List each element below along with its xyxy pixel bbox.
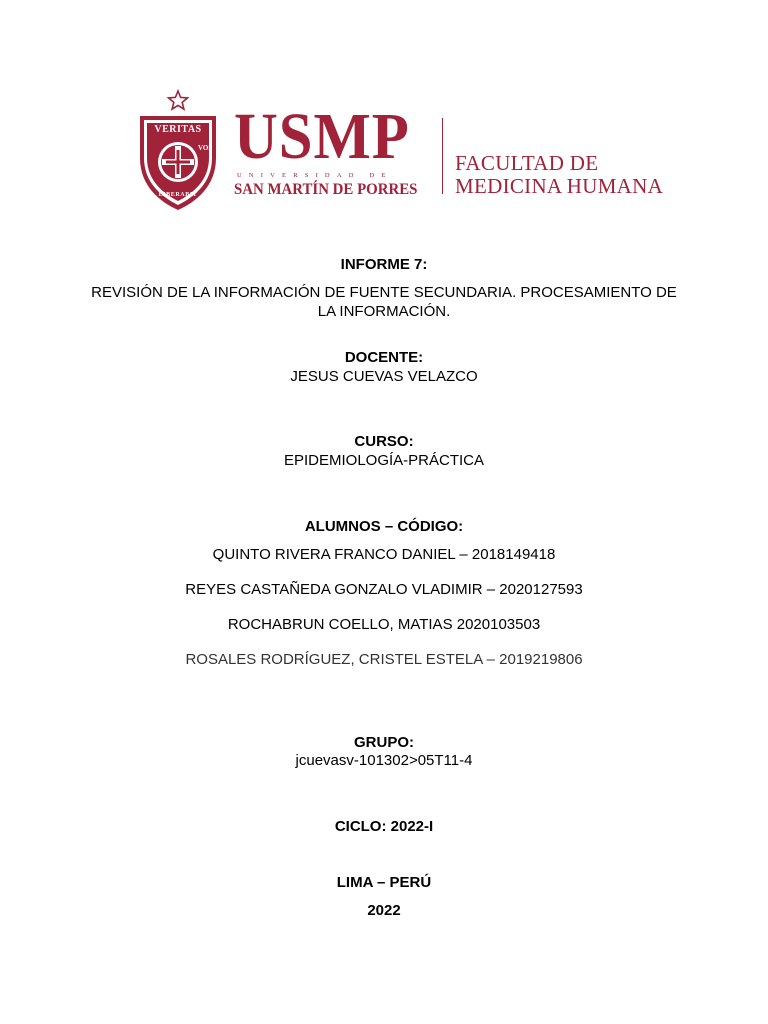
curso-label: CURSO: <box>354 433 414 450</box>
seal-word-vos: VOS <box>198 144 213 152</box>
ciclo: CICLO: 2022-I <box>334 818 434 835</box>
report-title: INFORME 7: <box>340 256 428 273</box>
usmp-seal-logo <box>136 88 220 214</box>
alumno-item: QUINTO RIVERA FRANCO DANIEL – 2018149418 <box>212 546 556 563</box>
curso-value: EPIDEMIOLOGÍA-PRÁCTICA <box>283 452 485 469</box>
alumno-item: ROSALES RODRÍGUEZ, CRISTEL ESTELA – 2019219806 <box>185 651 583 668</box>
docente-label: DOCENTE: <box>344 349 424 366</box>
faculty-line2: MEDICINA HUMANA <box>455 174 664 198</box>
alumno-item: ROCHABRUN COELLO, MATIAS 2020103503 <box>227 616 541 633</box>
faculty-line1: FACULTAD DE <box>455 151 599 175</box>
grupo-label: GRUPO: <box>354 734 414 751</box>
seal-word-veritas: VERITAS <box>154 124 202 135</box>
header <box>136 88 676 218</box>
header-divider <box>442 118 443 194</box>
lugar: LIMA – PERÚ <box>336 874 432 891</box>
docente-value: JESUS CUEVAS VELAZCO <box>290 368 478 385</box>
anio: 2022 <box>367 902 401 919</box>
faculty-name <box>455 152 663 198</box>
alumno-item: REYES CASTAÑEDA GONZALO VLADIMIR – 2020127593 <box>185 581 583 598</box>
brand-main: USMP <box>234 100 410 173</box>
alumnos-label: ALUMNOS – CÓDIGO: <box>304 518 464 535</box>
seal-word-liberabit: LIBERABIT <box>158 192 198 198</box>
report-subtitle: REVISIÓN DE LA INFORMACIÓN DE FUENTE SECUNDARIA. PROCESAMIENTO DE LA INFORMACIÓN. <box>91 284 677 320</box>
usmp-wordmark <box>234 100 424 200</box>
grupo-value: jcuevasv-101302>05T11-4 <box>295 752 473 769</box>
star-icon <box>169 91 188 109</box>
brand-sub1: UNIVERSIDAD DE <box>237 172 393 179</box>
brand-sub2: SAN MARTÍN DE PORRES <box>234 181 418 198</box>
